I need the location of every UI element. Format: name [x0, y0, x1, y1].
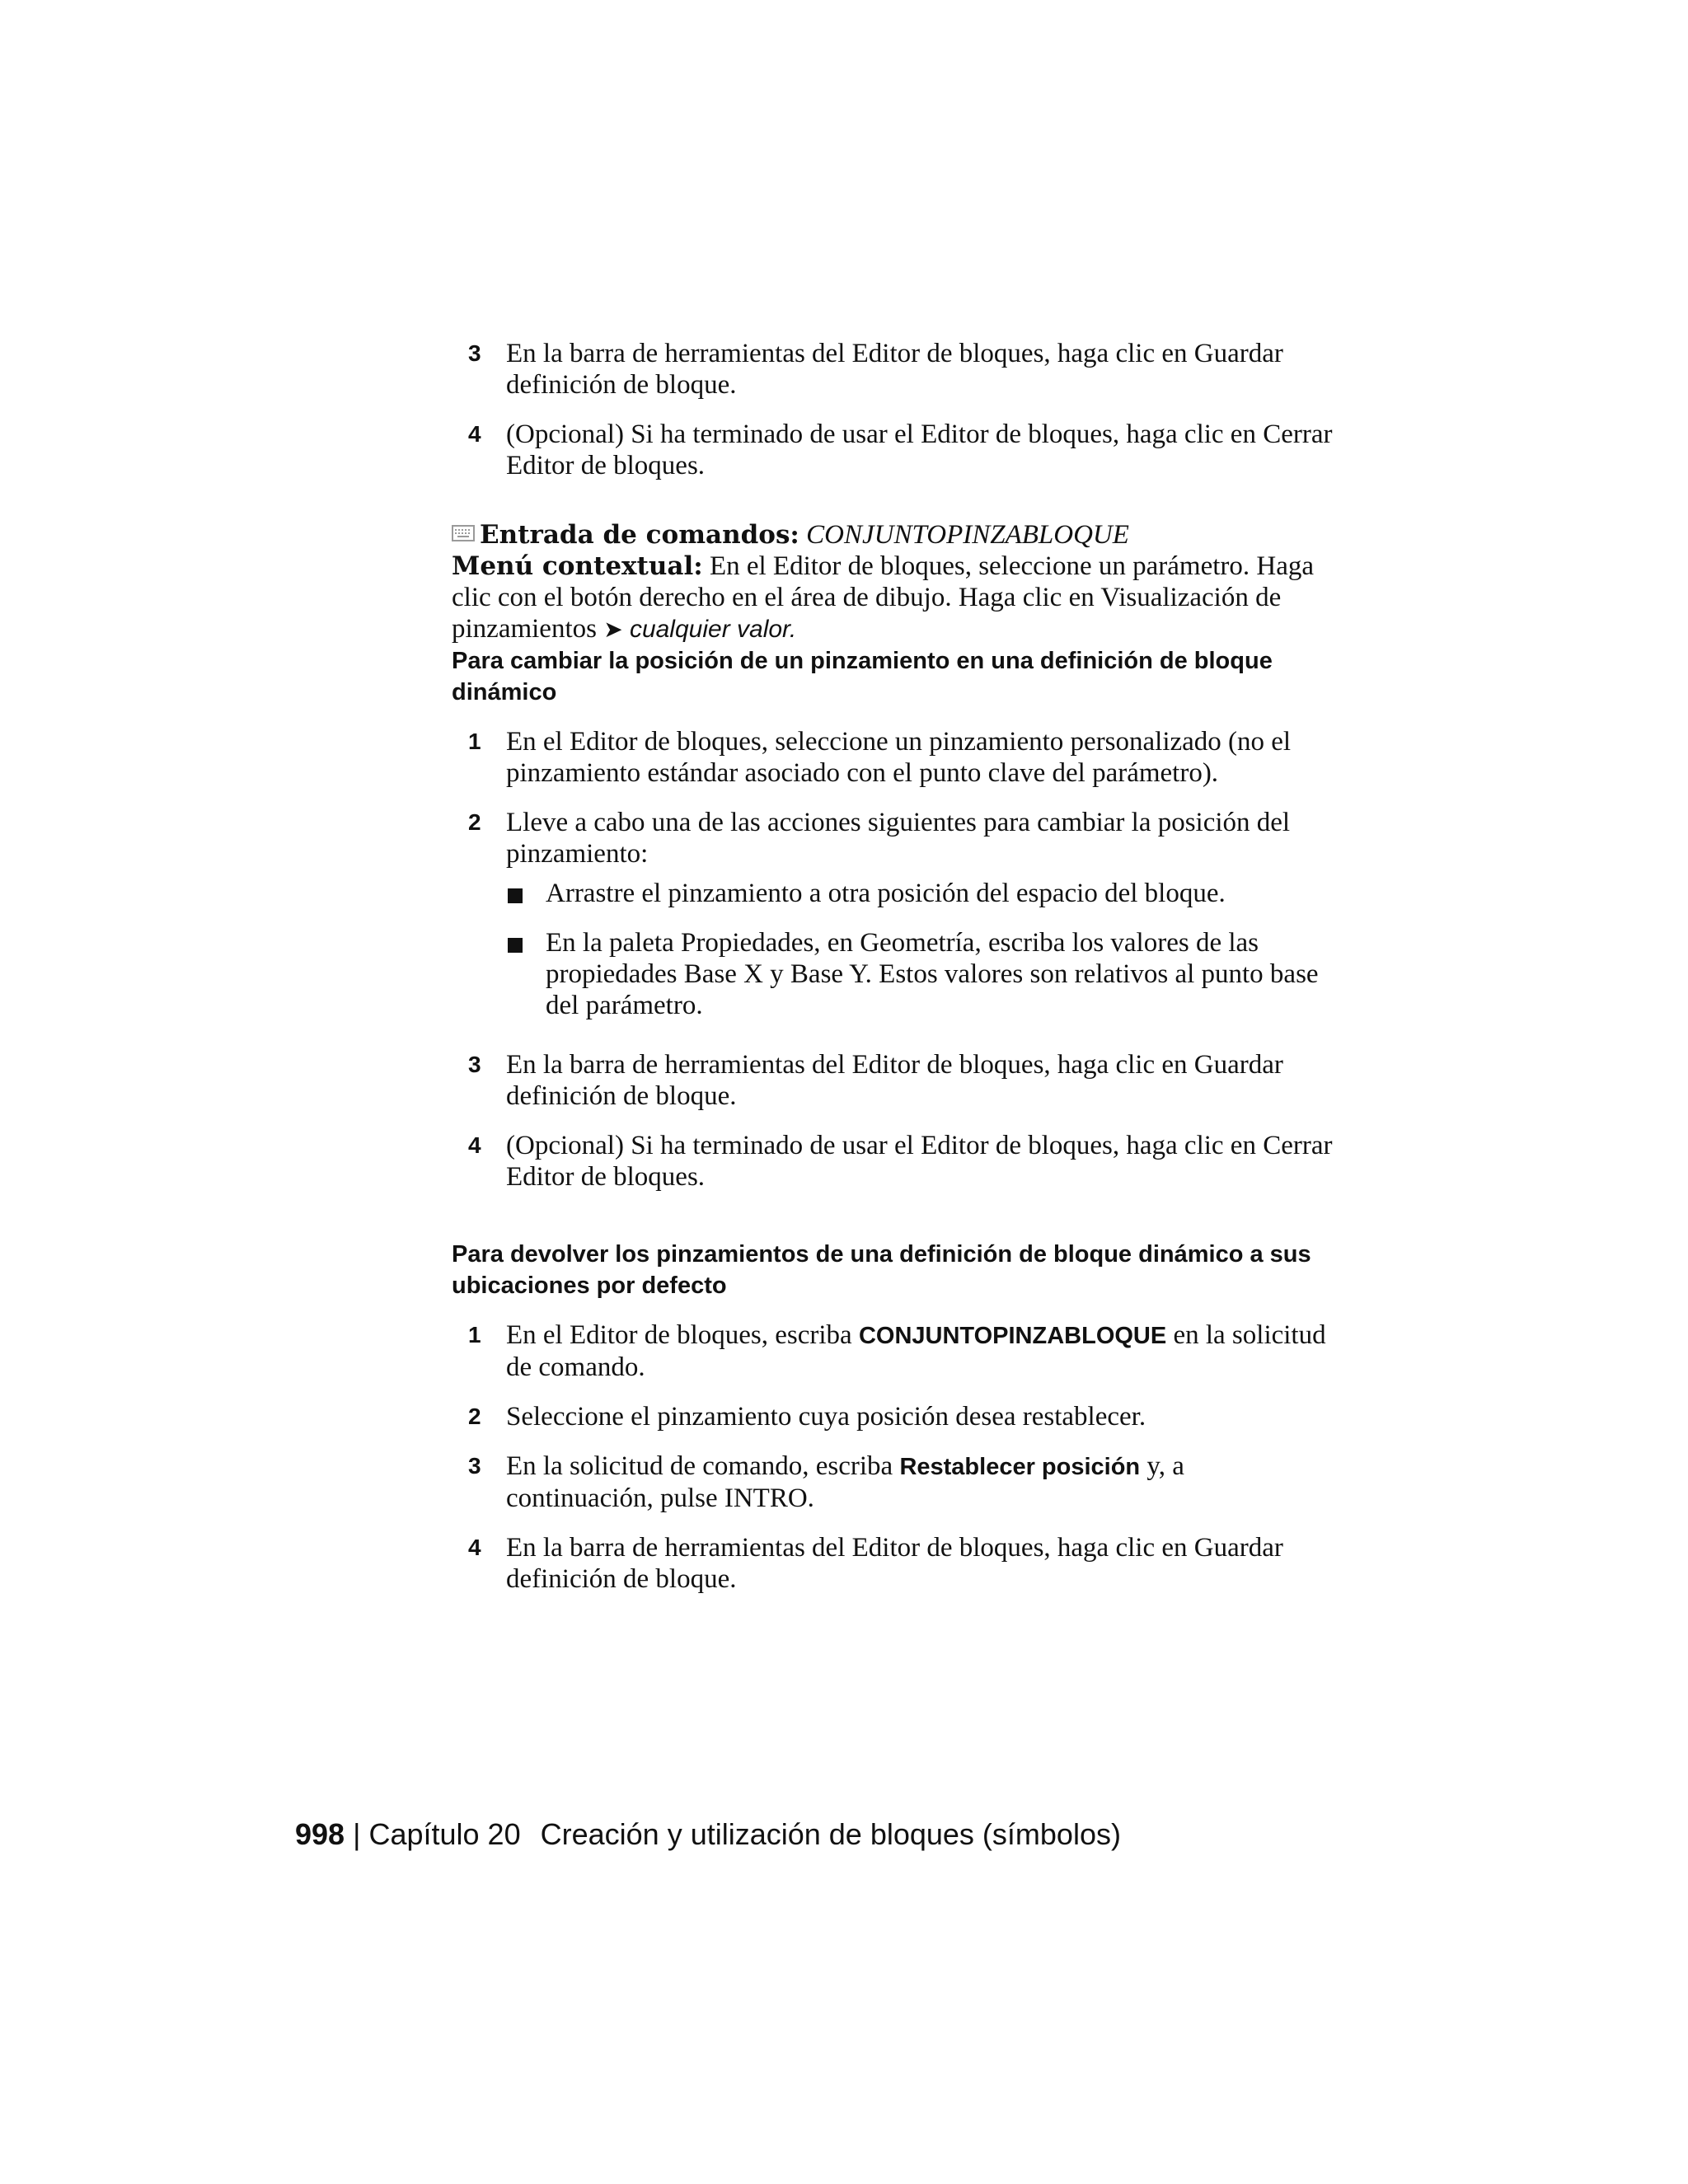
- step-text-pre: En el Editor de bloques, escriba: [506, 1320, 852, 1350]
- context-menu-entry: [452, 551, 1335, 645]
- command-label: Entrada de comandos:: [480, 520, 799, 550]
- bullet-text: Arrastre el pinzamiento a otra posición del espacio del bloque.: [546, 879, 1226, 908]
- step-number: 3: [468, 340, 481, 366]
- step-number: 4: [468, 1132, 481, 1158]
- step-text: En la barra de herramientas del Editor de bloques, haga clic en Guardar definición de bloque.: [506, 1050, 1283, 1111]
- list-item: [452, 419, 1335, 481]
- bullet-list: [506, 878, 1335, 1021]
- list-item: [452, 1532, 1335, 1595]
- context-menu-text: En el Editor de bloques, seleccione un parámetro. Haga clic con el botón derecho en el área de dibujo. Haga clic en Visualización de pinzamientos: [452, 551, 1314, 644]
- list-item: [452, 1319, 1335, 1383]
- step-number: 4: [468, 421, 481, 447]
- list-item: [452, 726, 1335, 789]
- step-number: 4: [468, 1535, 481, 1560]
- list-item: [452, 807, 1335, 1021]
- page-number: 998: [295, 1817, 345, 1851]
- bullet-square-icon: [508, 938, 523, 953]
- context-menu-label: Menú contextual:: [452, 551, 703, 581]
- bullet-item: [506, 878, 1335, 909]
- step-text: En la barra de herramientas del Editor de bloques, haga clic en Guardar definición de bloque.: [506, 339, 1283, 400]
- command-name: CONJUNTOPINZABLOQUE: [858, 1323, 1167, 1349]
- footer-separator: |: [353, 1817, 361, 1851]
- list-item: [452, 1451, 1335, 1514]
- step-text-post: en la solicitud de comando.: [506, 1320, 1326, 1382]
- list-item: [452, 338, 1335, 401]
- command-entry: [452, 518, 1335, 551]
- page-body: [452, 338, 1335, 1595]
- step-number: 1: [468, 1322, 481, 1347]
- step-text-pre: En la solicitud de comando, escriba: [506, 1451, 893, 1481]
- step-text: Lleve a cabo una de las acciones siguientes para cambiar la posición del pinzamiento:: [506, 808, 1291, 869]
- arrow-icon: ➤: [603, 616, 623, 643]
- step-number: 3: [468, 1453, 481, 1479]
- step-text-post: y, a continuación, pulse INTRO.: [506, 1451, 1184, 1513]
- step-text: [506, 1451, 1335, 1514]
- section-heading: Para devolver los pinzamientos de una definición de bloque dinámico a sus ubicaciones por defecto: [452, 1241, 1311, 1299]
- step-text: [506, 1319, 1335, 1383]
- step-number: 3: [468, 1052, 481, 1077]
- keyboard-icon: [452, 518, 475, 549]
- list-item: [452, 1401, 1335, 1432]
- command-name: Restablecer posición: [899, 1454, 1141, 1480]
- list-item: [452, 1130, 1335, 1193]
- step-text: En la barra de herramientas del Editor de bloques, haga clic en Guardar definición de bloque.: [506, 1533, 1283, 1594]
- list-item: [452, 1049, 1335, 1112]
- step-text: (Opcional) Si ha terminado de usar el Editor de bloques, haga clic en Cerrar Editor de bloques.: [506, 419, 1333, 480]
- step-number: 1: [468, 729, 481, 754]
- bullet-item: [506, 927, 1335, 1021]
- step-text: (Opcional) Si ha terminado de usar el Editor de bloques, haga clic en Cerrar Editor de bloques.: [506, 1131, 1333, 1192]
- page-footer: [295, 1816, 1121, 1853]
- chapter-label: Capítulo 20: [368, 1817, 521, 1851]
- bullet-text: En la paleta Propiedades, en Geometría, escriba los valores de las propiedades Base X y Base Y. Estos valores son relativos al punto base del parámetro.: [546, 928, 1319, 1020]
- chapter-title: Creación y utilización de bloques (símbolos): [540, 1817, 1121, 1851]
- section-heading: Para cambiar la posición de un pinzamiento en una definición de bloque dinámico: [452, 648, 1273, 705]
- step-text: Seleccione el pinzamiento cuya posición desea restablecer.: [506, 1402, 1146, 1432]
- bullet-square-icon: [508, 888, 523, 903]
- step-number: 2: [468, 1404, 481, 1429]
- step-text: En el Editor de bloques, seleccione un pinzamiento personalizado (no el pinzamiento estándar asociado con el punto clave del parámetro).: [506, 727, 1292, 788]
- context-menu-tail: cualquier valor.: [629, 616, 797, 643]
- step-number: 2: [468, 809, 481, 835]
- command-value: CONJUNTOPINZABLOQUE: [806, 520, 1129, 550]
